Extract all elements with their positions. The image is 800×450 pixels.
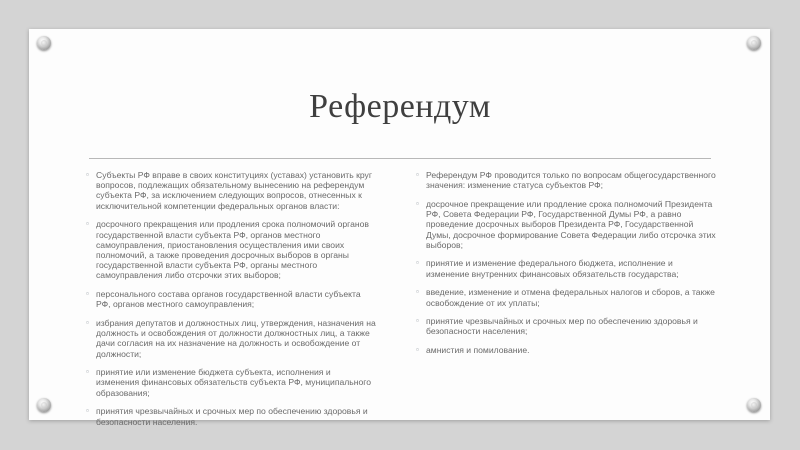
list-item xyxy=(416,345,716,355)
right-column xyxy=(416,170,716,364)
bullet-icon: ▫ xyxy=(86,219,89,229)
bullet-icon: ▫ xyxy=(86,406,89,416)
list-item xyxy=(86,367,376,398)
list-item xyxy=(86,219,376,280)
bullet-icon: ▫ xyxy=(86,170,89,179)
list-item-text: персонального состава органов государственной власти субъекта РФ, органов местного самоуправления; xyxy=(96,289,361,310)
bullet-icon: ▫ xyxy=(86,367,89,377)
list-item xyxy=(416,199,716,250)
list-item xyxy=(416,316,716,336)
bullet-icon: ▫ xyxy=(416,345,419,355)
list-item xyxy=(86,318,376,359)
pushpin-icon xyxy=(747,398,761,412)
list-item-text: принятие чрезвычайных и срочных мер по обеспечению здоровья и безопасности населения; xyxy=(426,316,698,337)
slide-title: Референдум xyxy=(309,88,491,125)
bullet-icon: ▫ xyxy=(86,289,89,299)
list-item-text: Субъекты РФ вправе в своих конституциях (уставах) установить круг вопросов, подлежащих обязательному вынесению на референдум субъекта РФ, за исключением следующих вопросов, отнесенных к исключительной компетенции федеральных органов власти: xyxy=(96,170,372,211)
list-item-text: досрочного прекращения или продления срока полномочий органов государственной власти субъекта РФ, органов местного самоуправления, приостановления осуществления ими своих полномочий, а также проведения досрочных выборов в органы государственной власти субъекта РФ, органы местного самоуправления либо отсрочки этих выборов; xyxy=(96,219,369,281)
list-item xyxy=(416,287,716,307)
bullet-icon: ▫ xyxy=(86,317,89,327)
list-item-text: введение, изменение и отмена федеральных налогов и сборов, а также освобождение от их уплаты; xyxy=(426,287,715,308)
bullet-icon: ▫ xyxy=(416,287,419,297)
pushpin-icon xyxy=(37,398,51,412)
list-item-text: принятие и изменение федерального бюджета, исполнение и изменение внутренних финансовых обязательств государства; xyxy=(426,258,679,279)
bullet-icon: ▫ xyxy=(416,316,419,326)
list-item-text: амнистия и помилование. xyxy=(426,345,530,356)
title-divider xyxy=(89,158,711,159)
list-item xyxy=(86,289,376,309)
bullet-icon: ▫ xyxy=(416,198,419,208)
list-item-text: досрочное прекращение или продление срока полномочий Президента РФ, Совета Федерации РФ, Государственной Думы РФ, а равно проведение досрочных выборов Президента РФ, Государственной Думы, досрочное формирование Совета Федерации либо отсрочка этих выборов; xyxy=(426,198,716,250)
list-item xyxy=(86,406,376,426)
list-item xyxy=(416,170,716,190)
list-item-text: принятия чрезвычайных и срочных мер по обеспечению здоровья и безопасности населения. xyxy=(96,406,368,427)
pushpin-icon xyxy=(747,36,761,50)
pushpin-icon xyxy=(37,36,51,50)
list-item-text: принятие или изменение бюджета субъекта, исполнения и изменения финансовых обязательств субъекта РФ, муниципального образования; xyxy=(96,367,372,398)
left-column xyxy=(86,170,376,435)
list-item xyxy=(416,258,716,278)
list-item xyxy=(86,170,376,211)
bullet-icon: ▫ xyxy=(416,170,419,179)
list-item-text: избрания депутатов и должностных лиц, утверждения, назначения на должность и освобождения от должности должностных лиц, а также дачи согласия на их назначение на должность и освобождение от должности; xyxy=(96,317,376,359)
list-item-text: Референдум РФ проводится только по вопросам общегосударственного значения: изменение статуса субъектов РФ; xyxy=(426,170,716,191)
bullet-icon: ▫ xyxy=(416,258,419,268)
